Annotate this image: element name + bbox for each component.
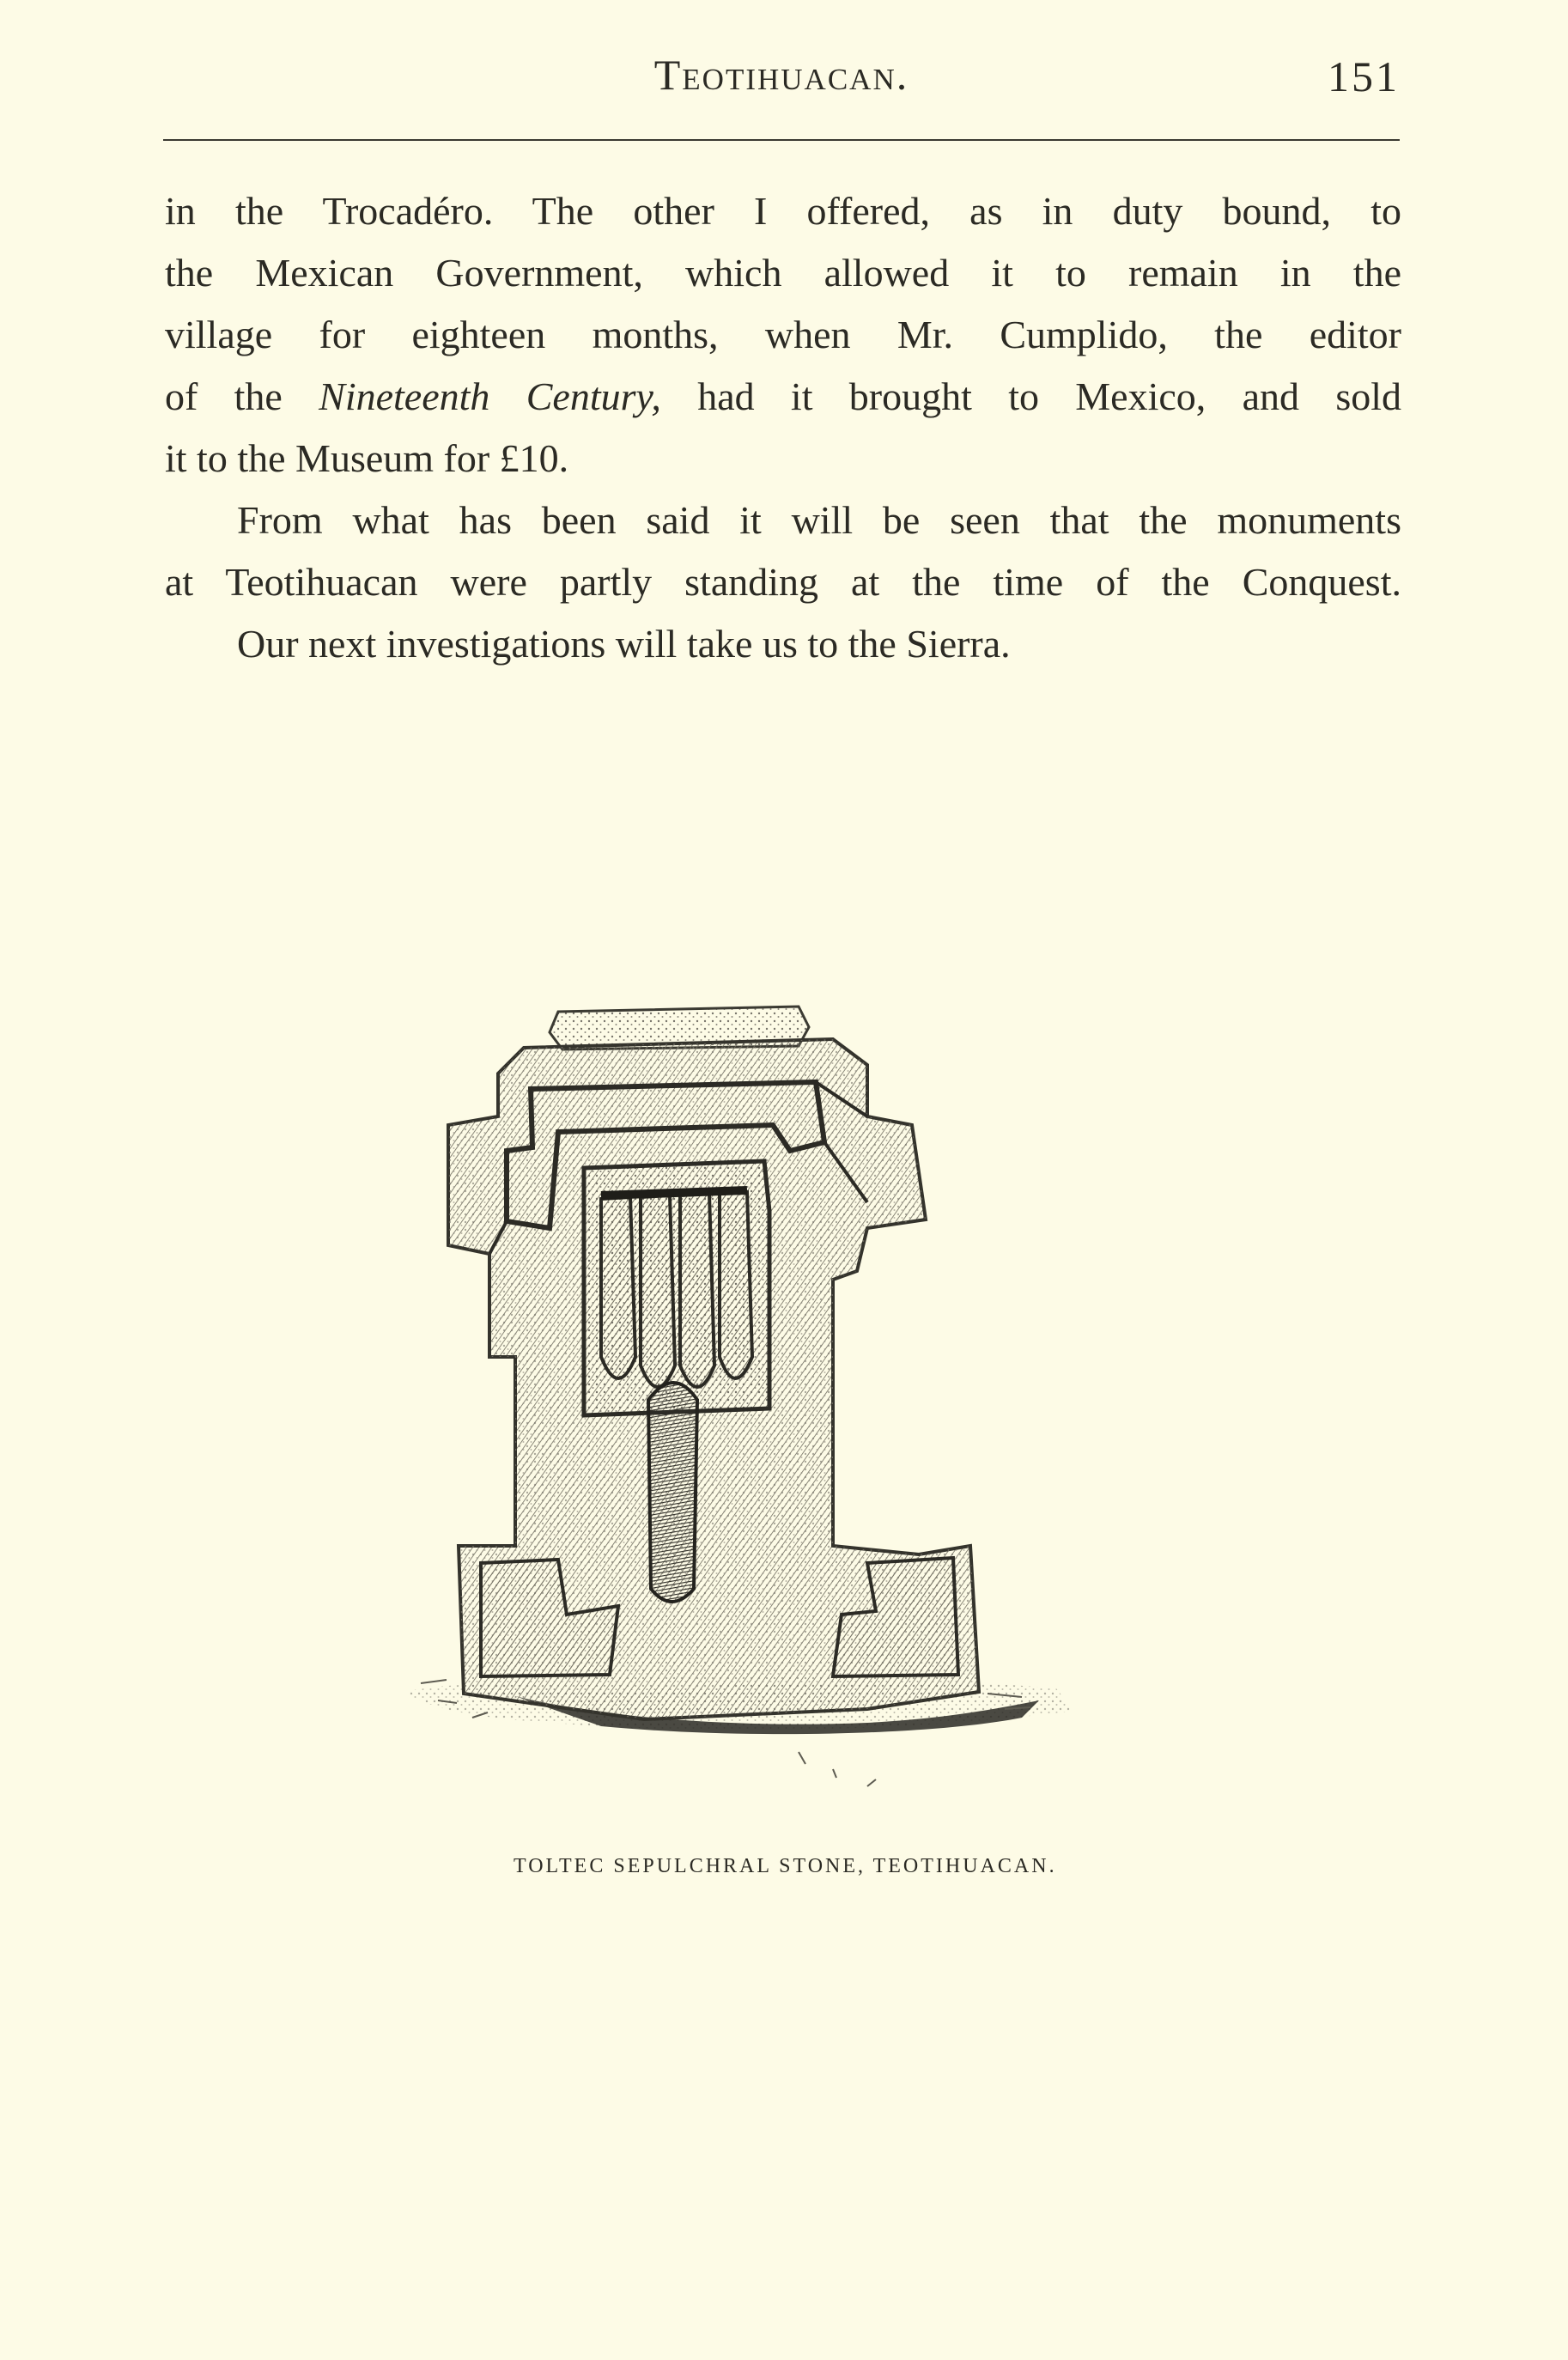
text-line: village for eighteen months, when Mr. Cumplido, the editor: [165, 313, 1401, 356]
text-line: it to the Museum for £10.: [165, 436, 569, 480]
text-line: the Mexican Government, which allowed it to remain in the: [165, 251, 1401, 295]
text-line: From what has been said it will be seen that the monuments: [237, 498, 1401, 542]
italic-title: Nineteenth Century,: [319, 374, 661, 418]
text-run: of the: [165, 374, 319, 418]
running-title: Teotihuacan.: [653, 51, 909, 99]
text-line: at Teotihuacan were partly standing at the time of the Conquest.: [165, 560, 1401, 604]
text-line: in the Trocadéro. The other I offered, as in duty bound, to: [165, 189, 1401, 233]
sepulchral-stone-illustration: [386, 996, 1185, 1821]
figure-caption: TOLTEC SEPULCHRAL STONE, TEOTIHUACAN.: [514, 1855, 1057, 1877]
central-tongue: [648, 1383, 697, 1602]
running-head: [163, 50, 1400, 110]
header-rule: [163, 139, 1400, 141]
text-line: Our next investigations will take us to the Sierra.: [237, 622, 1011, 666]
page-number: 151: [1328, 52, 1400, 100]
text-run: had it brought to Mexico, and sold: [660, 374, 1402, 418]
engraving-figure: [386, 996, 1185, 1821]
text-line: [165, 366, 1401, 428]
body-text: [165, 180, 1401, 675]
